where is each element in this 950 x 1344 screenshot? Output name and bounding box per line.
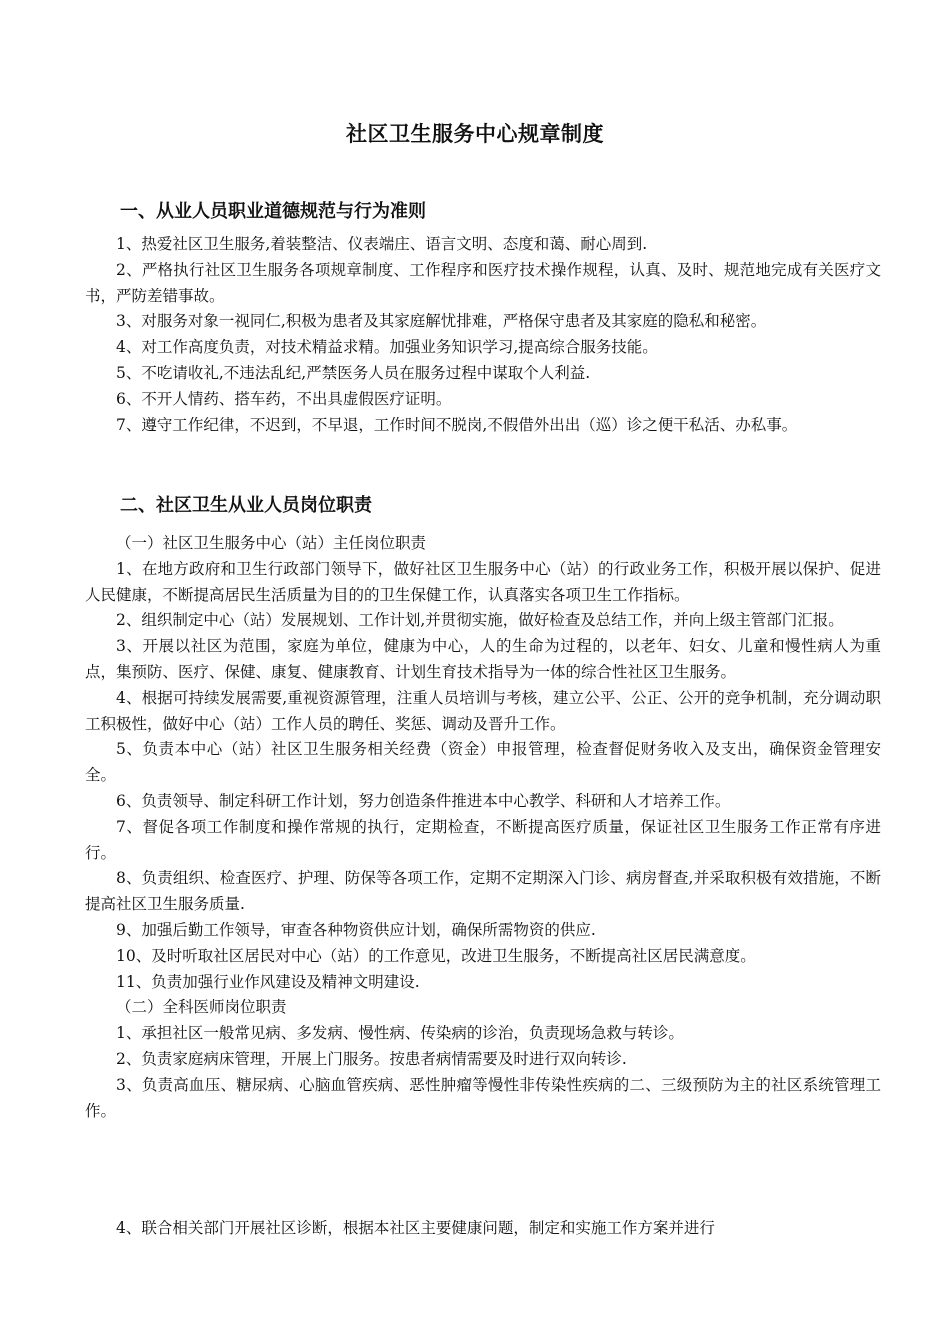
section-heading-ethics: 一、从业人员职业道德规范与行为准则 xyxy=(120,201,426,222)
document-title: 社区卫生服务中心规章制度 xyxy=(346,122,604,146)
section-ethics-body xyxy=(85,232,881,438)
paragraph: 8、负责组织、检查医疗、护理、防保等各项工作，定期不定期深入门诊、病房督查,并采取积极有效措施，不断提高社区卫生服务质量. xyxy=(85,869,881,914)
paragraph: 7、督促各项工作制度和操作常规的执行，定期检查，不断提高医疗质量，保证社区卫生服务工作正常有序进行。 xyxy=(85,817,881,862)
paragraph: 2、组织制定中心（站）发展规划、工作计划,并贯彻实施，做好检查及总结工作，并向上级主管部门汇报。 xyxy=(116,611,844,630)
paragraph: 9、加强后勤工作领导，审查各种物资供应计划，确保所需物资的供应. xyxy=(116,920,596,939)
section-heading-duties: 二、社区卫生从业人员岗位职责 xyxy=(120,495,372,516)
paragraph: 6、负责领导、制定科研工作计划，努力创造条件推进本中心教学、科研和人才培养工作。 xyxy=(116,791,731,810)
paragraph: 2、负责家庭病床管理，开展上门服务。按患者病情需要及时进行双向转诊. xyxy=(116,1049,627,1068)
paragraph: 1、在地方政府和卫生行政部门领导下，做好社区卫生服务中心（站）的行政业务工作，积极开展以保护、促进人民健康，不断提高居民生活质量为目的的卫生保健工作，认真落实各项卫生工作指标。 xyxy=(85,559,881,604)
paragraph: 10、及时听取社区居民对中心（站）的工作意见，改进卫生服务，不断提高社区居民满意度。 xyxy=(116,946,756,965)
paragraph: 7、遵守工作纪律，不迟到，不早退，工作时间不脱岗,不假借外出出（巡）诊之便干私活、办私事。 xyxy=(116,415,798,434)
paragraph: 3、对服务对象一视同仁,积极为患者及其家庭解忧排难，严格保守患者及其家庭的隐私和秘密。 xyxy=(116,312,767,331)
paragraph: 1、承担社区一般常见病、多发病、慢性病、传染病的诊治，负责现场急救与转诊。 xyxy=(116,1024,684,1043)
paragraph: 4、联合相关部门开展社区诊断，根据本社区主要健康问题，制定和实施工作方案并进行 xyxy=(116,1219,715,1237)
paragraph: 5、负责本中心（站）社区卫生服务相关经费（资金）申报管理，检查督促财务收入及支出，确保资金管理安全。 xyxy=(85,740,881,785)
paragraph: 4、对工作高度负责，对技术精益求精。加强业务知识学习,提高综合服务技能。 xyxy=(116,338,658,357)
paragraph: 4、根据可持续发展需要,重视资源管理，注重人员培训与考核，建立公平、公正、公开的竞争机制，充分调动职工积极性，做好中心（站）工作人员的聘任、奖惩、调动及晋升工作。 xyxy=(85,688,881,733)
paragraph: 6、不开人情药、搭车药，不出具虚假医疗证明。 xyxy=(116,389,452,408)
paragraph: 2、严格执行社区卫生服务各项规章制度、工作程序和医疗技术操作规程，认真、及时、规范地完成有关医疗文书，严防差错事故。 xyxy=(85,260,881,305)
paragraph: 3、开展以社区为范围，家庭为单位，健康为中心，人的生命为过程的，以老年、妇女、儿童和慢性病人为重点，集预防、医疗、保健、康复、健康教育、计划生育技术指导为一体的综合性社区卫生服务。 xyxy=(85,637,881,681)
section-duties-body xyxy=(85,531,881,1124)
section-duties-continued xyxy=(85,1216,881,1242)
paragraph: 3、负责高血压、糖尿病、心脑血管疾病、恶性肿瘤等慢性非传染性疾病的二、三级预防为主的社区系统管理工作。 xyxy=(85,1075,881,1120)
subsection-title-gp: （二）全科医师岗位职责 xyxy=(116,998,287,1017)
paragraph: 5、不吃请收礼,不违法乱纪,严禁医务人员在服务过程中谋取个人利益. xyxy=(116,363,591,382)
subsection-title-director: （一）社区卫生服务中心（站）主任岗位职责 xyxy=(116,534,427,552)
paragraph: 11、负责加强行业作风建设及精神文明建设. xyxy=(116,972,420,991)
paragraph: 1、热爱社区卫生服务,着装整洁、仪表端庄、语言文明、态度和蔼、耐心周到. xyxy=(116,235,648,253)
